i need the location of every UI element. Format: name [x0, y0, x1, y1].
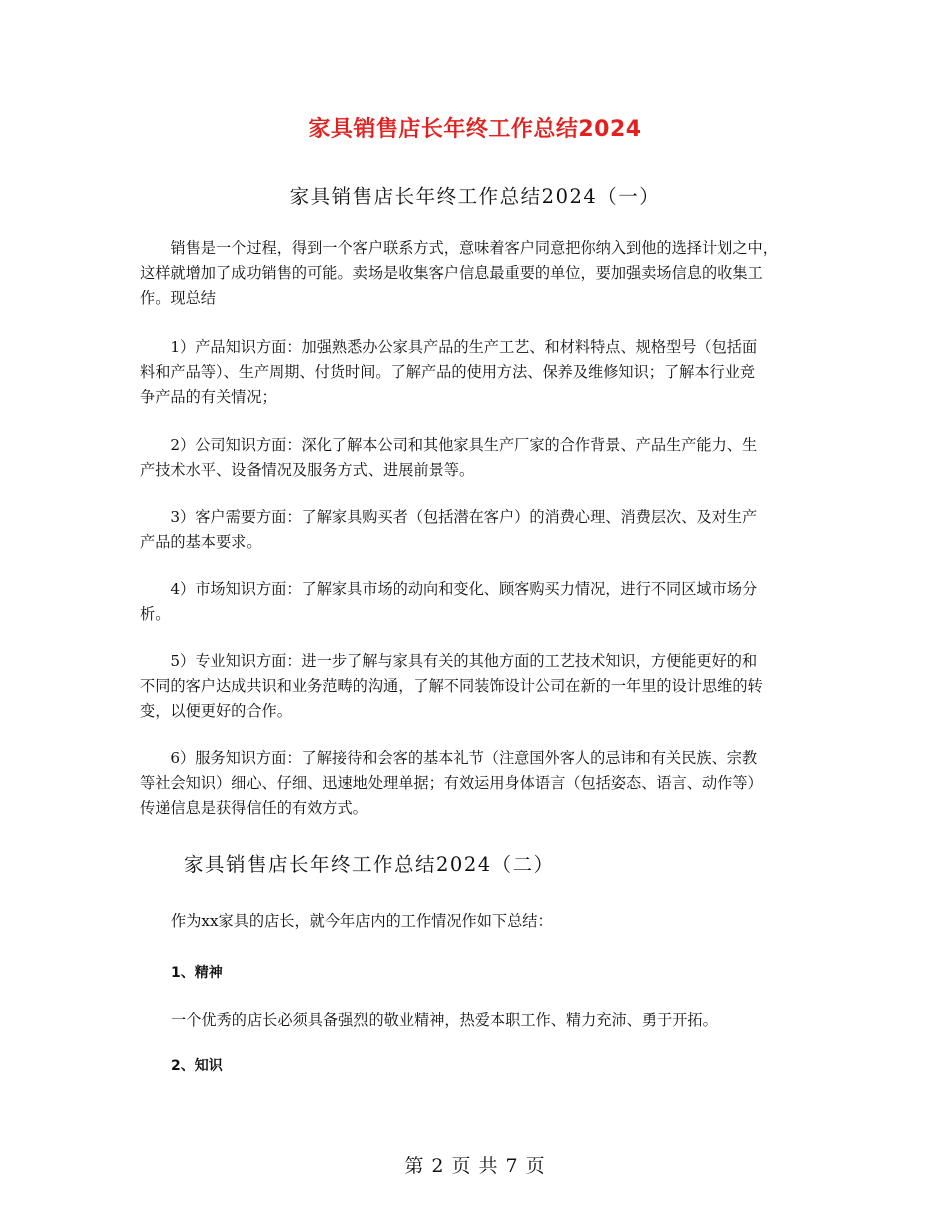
text-line: 不同的客户达成共识和业务范畴的沟通，了解不同装饰设计公司在新的一年里的设计思维的转 — [140, 677, 763, 695]
item-paragraph-2 — [140, 433, 820, 483]
text-line: 3）客户需要方面：了解家具购买者（包括潜在客户）的消费心理、消费层次、及对生产 — [140, 508, 758, 526]
text-line: 产技术水平、设备情况及服务方式、进展前景等。 — [140, 461, 475, 479]
text-line: 变，以便更好的合作。 — [140, 702, 292, 720]
text-line: 产品的基本要求。 — [140, 533, 262, 551]
point-heading-1: 1、精神 — [171, 965, 223, 981]
point-heading-2: 2、知识 — [171, 1058, 223, 1074]
item-paragraph-1 — [140, 335, 820, 410]
item-paragraph-4 — [140, 577, 820, 627]
text-line: 5）专业知识方面：进一步了解与家具有关的其他方面的工艺技术知识，方便能更好的和 — [140, 652, 758, 670]
item-paragraph-5 — [140, 649, 820, 724]
item-paragraph-6 — [140, 746, 820, 821]
text-line: 析。 — [140, 605, 171, 623]
section2-intro: 作为xx家具的店长，就今年店内的工作情况作如下总结： — [171, 912, 553, 930]
text-line: 争产品的有关情况； — [140, 388, 277, 406]
text-line: 传递信息是获得信任的有效方式。 — [140, 799, 368, 817]
text-line: 这样就增加了成功销售的可能。卖场是收集客户信息最重要的单位，要加强卖场信息的收集工 — [140, 264, 763, 282]
text-line: 4）市场知识方面：了解家具市场的动向和变化、顾客购买力情况，进行不同区域市场分 — [140, 580, 758, 598]
text-line: 6）服务知识方面：了解接待和会客的基本礼节（注意国外客人的忌讳和有关民族、宗教 — [140, 749, 758, 767]
section-heading-1: 家具销售店长年终工作总结2024（一） — [289, 185, 661, 208]
text-line: 等社会知识）细心、仔细、迅速地处理单据；有效运用身体语言（包括姿态、语言、动作等） — [140, 774, 763, 792]
text-line: 2）公司知识方面：深化了解本公司和其他家具生产厂家的合作背景、产品生产能力、生 — [140, 436, 758, 454]
point-text-1: 一个优秀的店长必须具备强烈的敬业精神，热爱本职工作、精力充沛、勇于开拓。 — [171, 1011, 718, 1029]
page-footer: 第 2 页 共 7 页 — [404, 1155, 546, 1177]
text-line: 1）产品知识方面：加强熟悉办公家具产品的生产工艺、和材料特点、规格型号（包括面 — [140, 338, 758, 356]
item-paragraph-3 — [140, 505, 820, 555]
text-line: 作。现总结 — [140, 289, 216, 307]
intro-paragraph — [140, 236, 820, 311]
text-line: 料和产品等）、生产周期、付货时间。了解产品的使用方法、保养及维修知识；了解本行业竞 — [140, 363, 756, 381]
section-heading-2: 家具销售店长年终工作总结2024（二） — [184, 853, 555, 876]
document-title: 家具销售店长年终工作总结2024 — [308, 117, 642, 142]
text-line: 销售是一个过程，得到一个客户联系方式，意味着客户同意把你纳入到他的选择计划之中， — [140, 239, 778, 257]
